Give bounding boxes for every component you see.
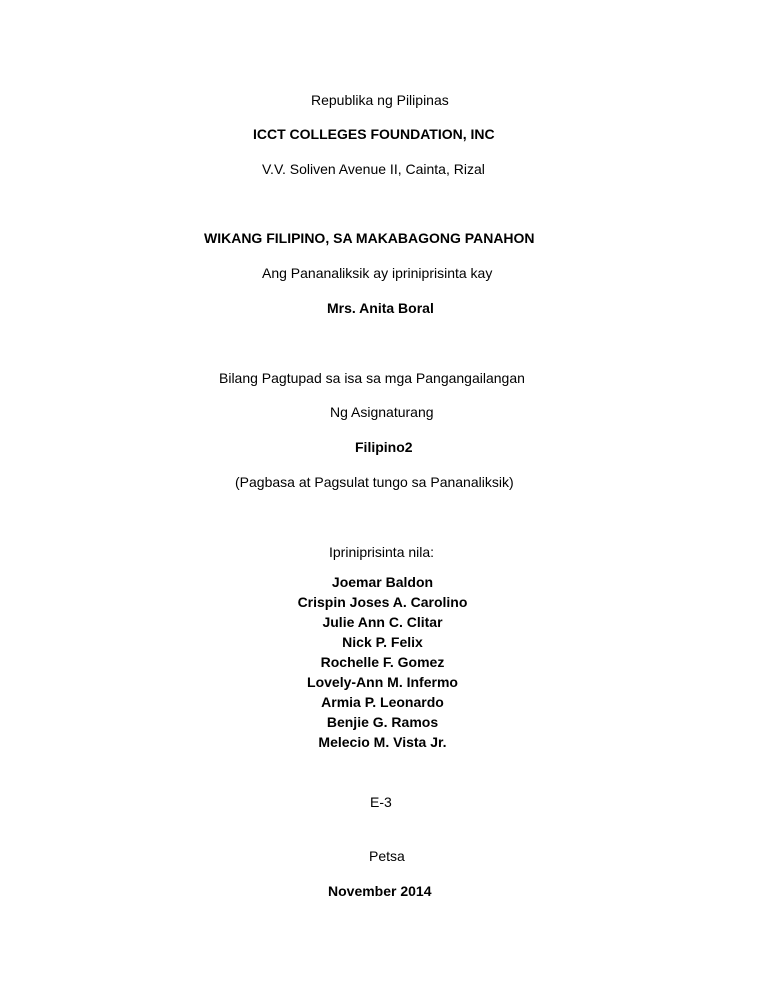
subject-description: (Pagbasa at Pagsulat tungo sa Pananaliksik) bbox=[235, 474, 514, 490]
author-name: Melecio M. Vista Jr. bbox=[318, 734, 447, 750]
date-label: Petsa bbox=[369, 848, 405, 864]
country-heading: Republika ng Pilipinas bbox=[311, 92, 449, 108]
author-list bbox=[0, 572, 768, 752]
author-name: Julie Ann C. Clitar bbox=[322, 614, 443, 630]
teacher-name: Mrs. Anita Boral bbox=[327, 300, 434, 316]
author-name: Joemar Baldon bbox=[331, 574, 434, 590]
author-name: Benjie G. Ramos bbox=[326, 714, 439, 730]
author-name: Rochelle F. Gomez bbox=[320, 654, 445, 670]
research-title: WIKANG FILIPINO, SA MAKABAGONG PANAHON bbox=[204, 230, 535, 246]
author-name: Armia P. Leonardo bbox=[321, 694, 444, 710]
school-name: ICCT COLLEGES FOUNDATION, INC bbox=[253, 126, 495, 142]
school-address: V.V. Soliven Avenue II, Cainta, Rizal bbox=[262, 161, 485, 177]
authors-intro: Ipriniprisinta nila: bbox=[329, 544, 435, 560]
author-name: Lovely-Ann M. Infermo bbox=[307, 674, 458, 690]
subject-name: Filipino2 bbox=[355, 439, 413, 455]
section-code: E-3 bbox=[370, 794, 392, 810]
requirement-line: Bilang Pagtupad sa isa sa mga Pangangailangan bbox=[219, 370, 525, 386]
submission-date: November 2014 bbox=[328, 883, 432, 899]
subject-intro: Ng Asignaturang bbox=[330, 404, 434, 420]
presented-to-text: Ang Pananaliksik ay ipriniprisinta kay bbox=[262, 265, 493, 281]
author-name: Nick P. Felix bbox=[342, 634, 423, 650]
author-name: Crispin Joses A. Carolino bbox=[297, 594, 468, 610]
